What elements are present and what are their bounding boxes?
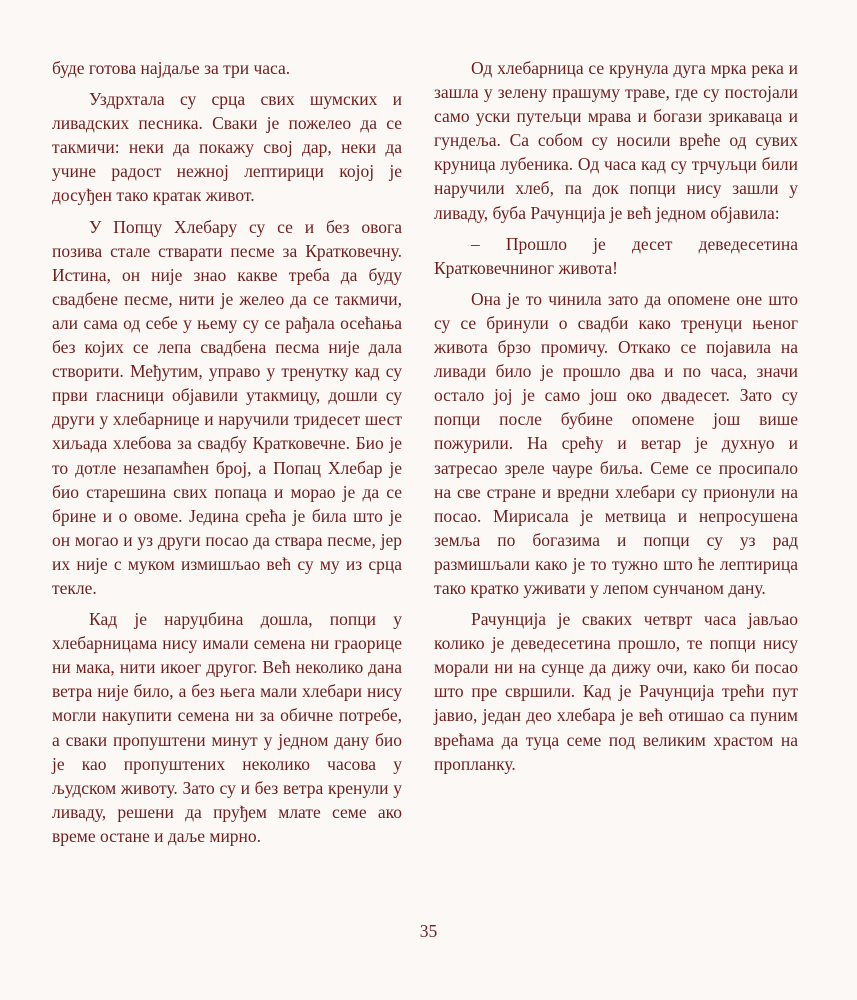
- paragraph: буде готова најдаље за три часа.: [52, 58, 291, 78]
- paragraph: Она је то чинила зато да опомене оне што су се бринули о свадби како тренуци њеног живота брзо промичу. Откако се појавила на ливади било је прошло два и по часа, значи остало јој је само још око двадесет. Зато су попци после бубине опомене још више пожурили. На срећу и ветар је духнуо и затресао зреле чауре биља. Семе се просипало на све стране и вредни хлебари су прионули на посао. Мирисала је метвица и непросушена земља по богазима и попци су уз рад размишљали како је то тужно што ће лептирица тако кратко уживати у лепом сунчаном дану.: [434, 288, 798, 598]
- paragraph: Кад је наруџбина дошла, попци у хлебарницама нису имали семена ни граорице ни мака, нити икоег другог. Већ неколико дана ветра није било, а без њега мали хлебари нису могли накупити семена ни за обичне потребе, а сваки пропуштени минут у једном дану био је као пропуштених неколико часова у људском животу. Зато су и без ветра кренули у ливаду, решени да пруђем млате семе ако време остане и даље мирно.: [52, 609, 402, 846]
- right-text-column: [434, 56, 798, 776]
- left-text-column: [52, 56, 402, 848]
- paragraph: У Попцу Хлебару су се и без овога позива стале стварати песме за Кратковечну. Истина, он није знао какве треба да буду свадбене песме, нити је желео да се такмичи, али сама од себе у њему су се рађала осећања без којих се лепа свадбена песма није дала створити. Међутим, управо у тренутку кад су први гласници објавили утакмицу, дошли су други у хлебарнице и наручили тридесет шест хиљада хлебова за свадбу Кратковечне. Био је то дотле незапамћен број, а Попац Хлебар је био старешина свих попаца и морао је да се брине и о овоме. Једина срећа је била што је он могао и уз други посао да ствара песме, јер их није с муком измишљао већ су му из срца текле.: [52, 216, 402, 598]
- paragraph: Уздрхтала су срца свих шумских и ливадских песника. Сваки је пожелео да се такмичи: неки да покажу свој дар, неки да учине радост нежној лептирици којој је досуђен тако кратак живот.: [52, 89, 402, 206]
- page-number: 35: [419, 921, 438, 941]
- paragraph: – Прошло је десет деведесетина Кратковечниног живота!: [434, 233, 798, 278]
- paragraph: Од хлебарница се крунула дуга мрка река и зашла у зелену прашуму траве, где су постојали само уски путељци мрава и богази зрикаваца и гундеља. Са собом су носили вреће од сувих круница лубеника. Од часа кад су трчуљци били наручили хлеб, па док попци нису зашли у ливаду, буба Рачунција је већ једном објавила:: [434, 58, 798, 223]
- paragraph: Рачунција је сваких четврт часа јављао колико је деведесетина прошло, те попци нису морали ни на сунце да дижу очи, како би посао што пре свршили. Кад је Рачунција трећи пут јавио, један део хлебара је већ отишао са пуним врећама да туца семе под великим храстом на пропланку.: [434, 609, 798, 774]
